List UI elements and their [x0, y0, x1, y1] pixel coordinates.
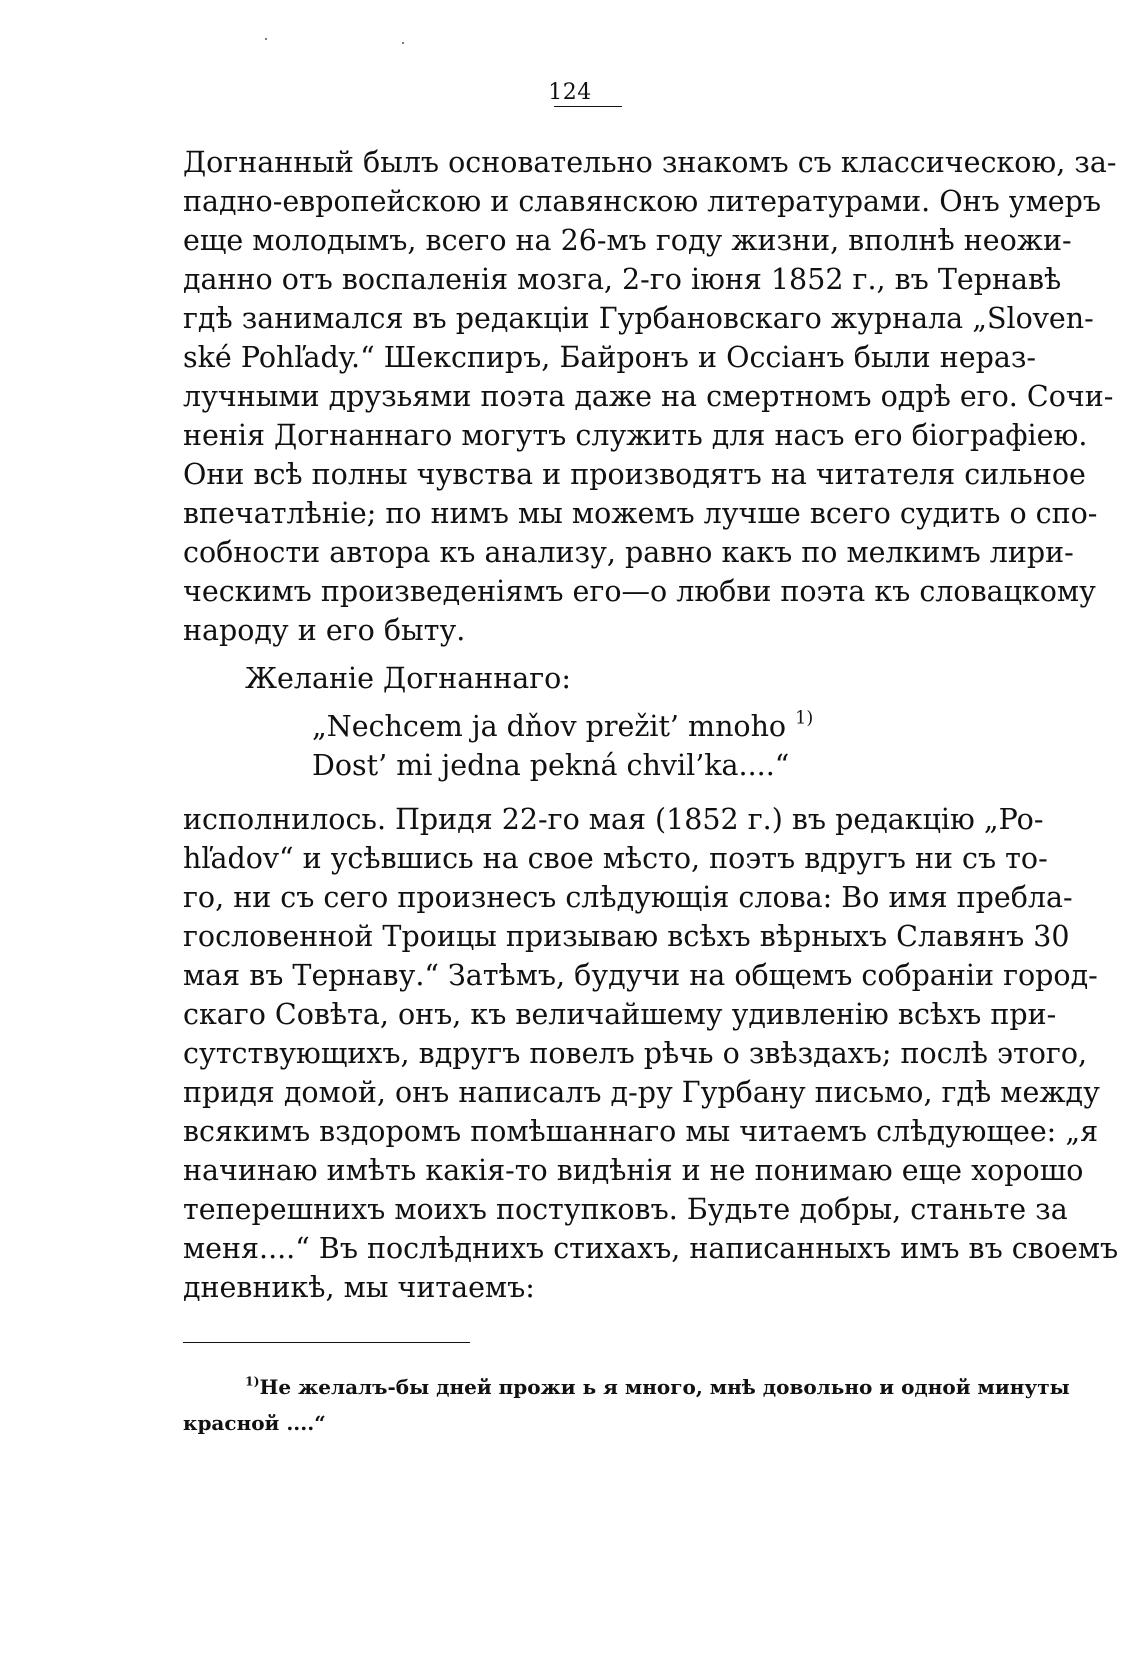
footnote-marker: 1) [245, 1373, 260, 1389]
paragraph-2-line: придя домой, онъ написалъ д-ру Гурбану письмо, гдѣ между [183, 1076, 1100, 1109]
paragraph-1-line: ческимъ произведеніямъ его—о любви поэта къ словацкому [183, 575, 1096, 608]
footnote-ref-marker: 1) [795, 708, 814, 729]
paragraph-2-line: меня....“ Въ послѣднихъ стихахъ, написанныхъ имъ въ своемъ [183, 1232, 1119, 1265]
page-number-rule [554, 106, 622, 107]
paragraph-2-line: hľadov“ и усѣвшись на свое мѣсто, поэтъ вдругъ ни съ то- [183, 842, 1048, 875]
paragraph-1-line: ненія Догнаннаго могутъ служить для насъ его біографіею. [183, 419, 1088, 452]
paragraph-1-line: ské Pohľady.“ Шекспиръ, Байронъ и Оссіанъ были нераз- [183, 341, 1036, 374]
footnote-line-1-text: Не желалъ-бы дней прожи ь я много, мнѣ довольно и одной минуты [259, 1375, 1070, 1399]
paragraph-1-line: Догнанный былъ основательно знакомъ съ классическою, за- [183, 146, 1117, 179]
verse-line-1-text: „Nechcem ja dňov prežit’ mnoho [312, 710, 787, 743]
verse-line-2: Dost’ mi jedna pekná chvil’ka....“ [312, 749, 790, 782]
paragraph-1-line: впечатлѣніе; по нимъ мы можемъ лучше всего судить о спо- [183, 497, 1098, 530]
paragraph-2-line: сутствующихъ, вдругъ повелъ рѣчь о звѣздахъ; послѣ этого, [183, 1037, 1088, 1070]
page-number: 124 [548, 80, 592, 105]
paragraph-1-line: падно-европейскою и славянскою литературами. Онъ умеръ [183, 185, 1101, 218]
paragraph-1-line: Они всѣ полны чувства и производятъ на читателя сильное [183, 458, 1086, 491]
footnote-rule [183, 1342, 470, 1343]
paragraph-1-line: еще молодымъ, всего на 26-мъ году жизни, вполнѣ неожи- [183, 224, 1072, 257]
scan-speck [265, 38, 267, 40]
verse-intro-line: Желаніе Догнаннаго: [245, 662, 571, 695]
paragraph-1-line: данно отъ воспаленія мозга, 2-го іюня 1852 г., въ Тернавѣ [183, 263, 1062, 296]
footnote-line-1 [245, 1372, 1070, 1402]
paragraph-2-last-line: дневникѣ, мы читаемъ: [183, 1271, 535, 1304]
paragraph-2-line: начинаю имѣть какія-то видѣнія и не понимаю еще хорошо [183, 1154, 1084, 1187]
paragraph-2-line: теперешнихъ моихъ поступковъ. Будьте добры, станьте за [183, 1193, 1068, 1226]
footnote-line-2: красной ....“ [183, 1411, 326, 1435]
paragraph-2-line: гословенной Троицы призываю всѣхъ вѣрныхъ Славянъ 30 [183, 920, 1070, 953]
paragraph-2-line: всякимъ вздоромъ помѣшаннаго мы читаемъ слѣдующее: „я [183, 1115, 1099, 1148]
paragraph-2-line: го, ни съ сего произнесъ слѣдующія слова: Во имя пребла- [183, 881, 1073, 914]
paragraph-2-line: мая въ Тернаву.“ Затѣмъ, будучи на общемъ собраніи город- [183, 959, 1098, 992]
paragraph-1-line: лучными друзьями поэта даже на смертномъ одрѣ его. Сочи- [183, 380, 1114, 413]
paragraph-1-last-line: народу и его быту. [183, 614, 466, 647]
scan-speck [402, 42, 404, 44]
paragraph-2-line: исполнилось. Придя 22-го мая (1852 г.) въ редакцію „Po- [183, 803, 1044, 836]
paragraph-2-line: скаго Совѣта, онъ, къ величайшему удивленію всѣхъ при- [183, 998, 1057, 1031]
paragraph-1-line: собности автора къ анализу, равно какъ по мелкимъ лири- [183, 536, 1074, 569]
verse-line-1 [312, 707, 813, 747]
paragraph-1-line: гдѣ занимался въ редакціи Гурбановскаго журнала „Sloven- [183, 302, 1094, 335]
